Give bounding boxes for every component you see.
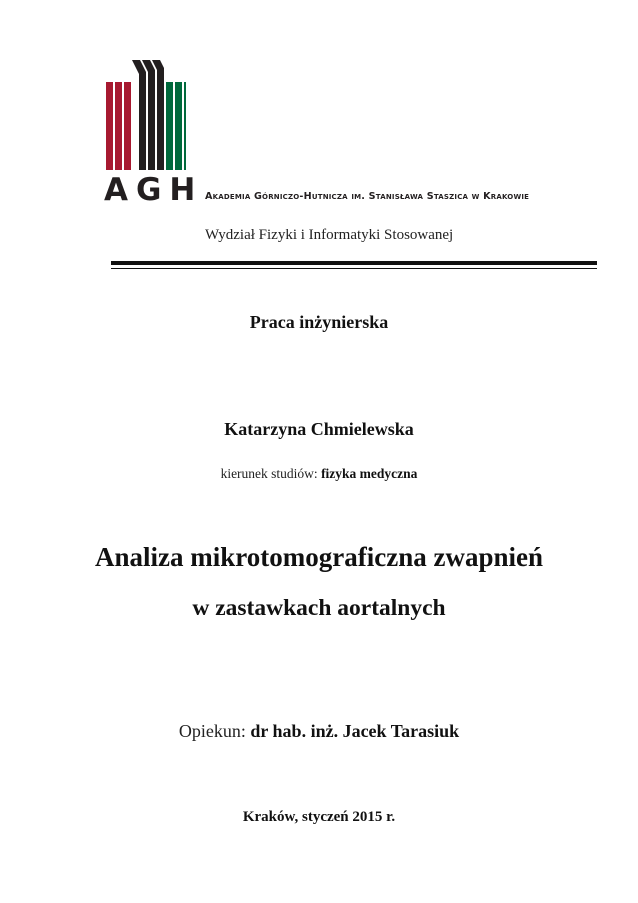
supervisor-label: Opiekun: — [178, 721, 246, 741]
field-value: fizyka medyczna — [321, 466, 418, 481]
thesis-type: Praca inżynierska — [249, 312, 389, 332]
field-label: kierunek studiów: — [220, 466, 318, 481]
agh-logo-icon — [106, 60, 186, 170]
supervisor-name: dr hab. inż. Jacek Tarasiuk — [250, 721, 460, 741]
thesis-title-line-1: Analiza mikrotomograficzna zwapnień — [95, 542, 543, 572]
university-name: Akademia Górniczo-Hutnicza im. Stanisława Staszica w Krakowie — [205, 191, 530, 202]
supervisor — [0, 720, 638, 742]
field-of-study — [0, 465, 638, 482]
divider-thin — [111, 268, 597, 269]
faculty-name: Wydział Fizyki i Informatyki Stosowanej — [205, 227, 454, 243]
author-name: Katarzyna Chmielewska — [224, 419, 414, 439]
divider-thick — [111, 261, 597, 265]
place-and-date: Kraków, styczeń 2015 r. — [242, 809, 396, 825]
thesis-title-line-2: w zastawkach aortalnych — [192, 595, 446, 621]
logo-letters: AGH — [104, 172, 204, 208]
